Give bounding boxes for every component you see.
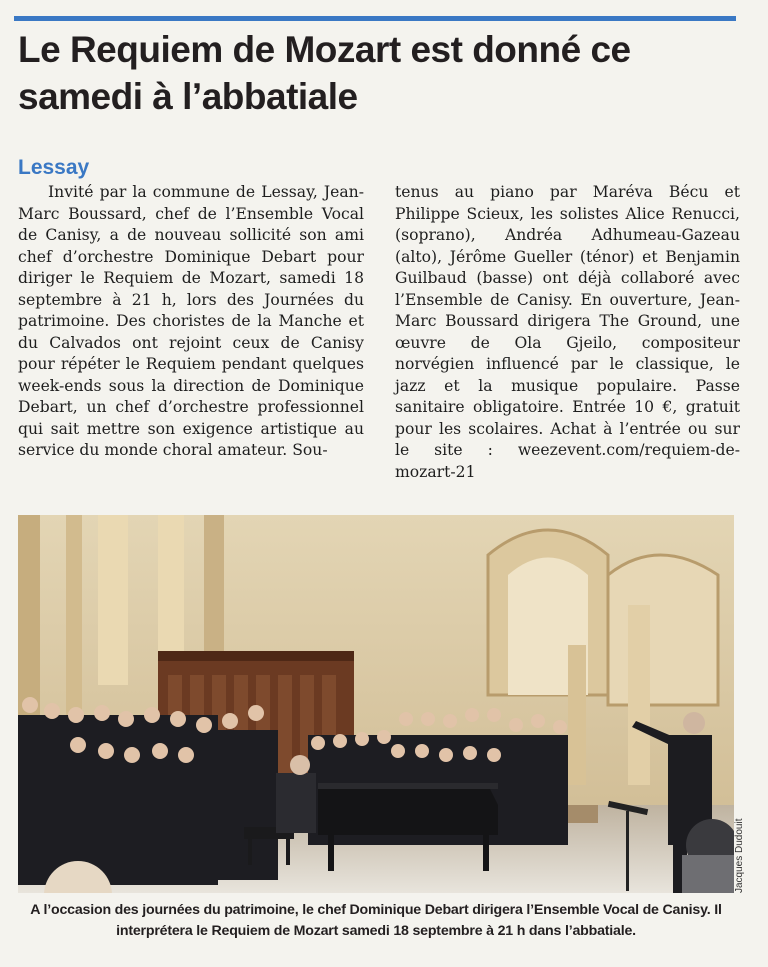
article-column-1: Invité par la commune de Lessay, Jean-Marc Boussard, chef de l’Ensemble Vocal de Canisy, a de nouveau sollicité son ami chef d’orchestre Dominique Debart pour diriger le Requiem de Mozart, samedi 18 septembre à 21 h, lors des Journées du patrimoine. Des choristes de la Manche et du Calvados ont rejoint ceux de Canisy pour répéter le Requiem pendant quelques week-ends sous la direction de Dominique Debart, un chef d’orchestre professionnel qui sait mettre son exigence artistique au service du monde choral amateur. Sou- <box>18 183 364 459</box>
location-label: Lessay <box>18 156 90 179</box>
concert-photo <box>18 515 734 893</box>
headline: Le Requiem de Mozart est donné ce samedi à l’abbatiale <box>18 29 631 117</box>
choir-in-abbey-illustration <box>18 515 734 893</box>
photo-credit: Jacques Dudouit <box>734 818 745 893</box>
photo-caption: A l’occasion des journées du patrimoine, le chef Dominique Debart dirigera l’Ensemble Vocal de Canisy. Il interprétera le Requiem de Mozart samedi 18 septembre à 21 h dans l’abbatiale. <box>30 902 722 939</box>
article-column-2: tenus au piano par Maréva Bécu et Philippe Scieux, les solistes Alice Renucci, (soprano), Andréa Adhumeau-Gazeau (alto), Jérôme Gueller (ténor) et Benjamin Guilbaud (basse) ont déjà collaboré avec l’Ensemble de Canisy. En ouverture, Jean-Marc Boussard dirigera The Ground, une œuvre de Ola Gjeilo, compositeur norvégien influencé par le classique, le jazz et la musique populaire. Passe sanitaire obligatoire. Entrée 10 €, gratuit pour les scolaires. Achat à l’entrée ou sur le site : weezevent.com/requiem-de-mozart-21 <box>395 183 740 481</box>
top-rule <box>14 16 736 21</box>
